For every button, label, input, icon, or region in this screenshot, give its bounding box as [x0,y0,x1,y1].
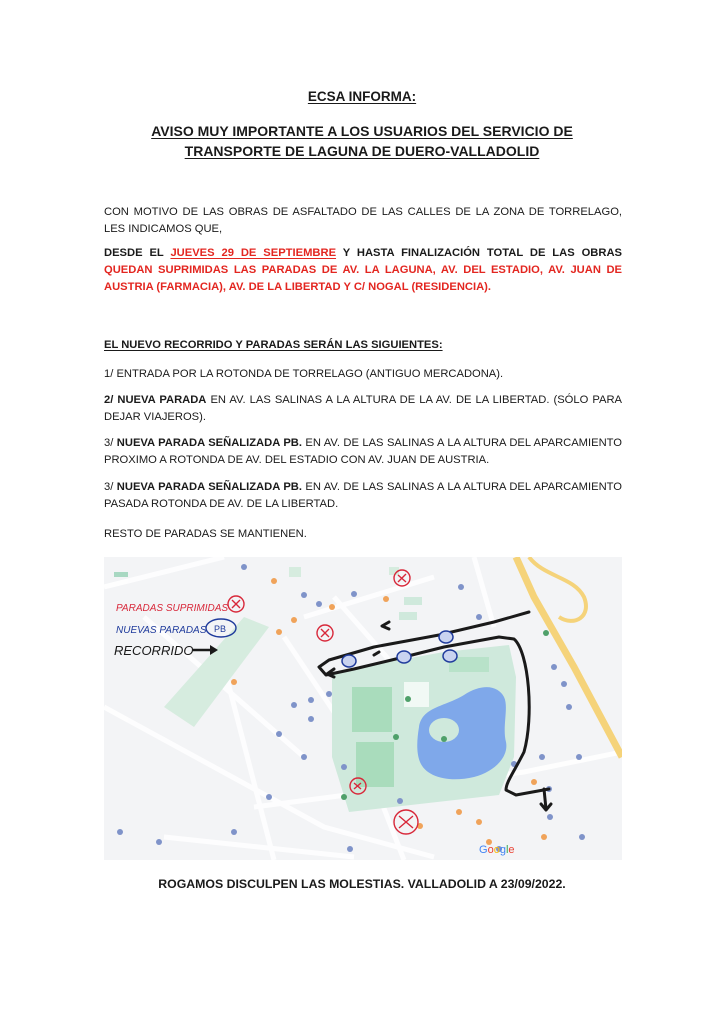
route-item-text: EN AV. DE LAS SALINAS A LA ALTURA DEL APARCAMIENTO PASADA ROTONDA DE AV. DE LA LIBERTAD. [104,481,622,510]
route-item-text: ENTRADA POR LA ROTONDA DE TORRELAGO (ANTIGUO MERCADONA). [113,368,504,380]
closing-note: RESTO DE PARADAS SE MANTIENEN. [104,528,307,540]
route-item-bold: NUEVA PARADA SEÑALIZADA PB. [113,481,302,493]
notice-middle: Y HASTA FINALIZACIÓN TOTAL DE LAS OBRAS [336,247,622,259]
route-item-4 [104,479,622,513]
route-item-bold: NUEVA PARADA SEÑALIZADA PB. [113,437,302,449]
page-subtitle [0,121,724,161]
route-item-num: 1/ [104,368,114,380]
page-title: ECSA INFORMA: [307,89,417,104]
route-item-3 [104,435,622,469]
subtitle-line-1: AVISO MUY IMPORTANTE A LOS USUARIOS DEL SERVICIO DE [151,123,573,139]
notice-paragraph [104,245,622,296]
route-item-1 [104,366,622,383]
notice-suppressed-stops: QUEDAN SUPRIMIDAS LAS PARADAS DE AV. LA LAGUNA, AV. DEL ESTADIO, AV. JUAN DE AUSTRIA (FARMACIA), AV. DE LA LIBERTAD Y C/ NOGAL (RESIDENCIA). [104,264,622,293]
route-item-text: EN AV. LAS SALINAS A LA ALTURA DE LA AV. DE LA LIBERTAD. (SÓLO PARA DEJAR VIAJEROS). [104,394,622,423]
intro-paragraph: CON MOTIVO DE LAS OBRAS DE ASFALTADO DE LAS CALLES DE LA ZONA DE TORRELAGO, LES INDICAMOS QUE, [104,206,622,235]
google-logo: Google [479,844,515,856]
route-item-2 [104,392,622,426]
route-item-num: 3/ [104,481,114,493]
legend-suppressed-label: PARADAS SUPRIMIDAS [116,603,229,614]
route-heading: EL NUEVO RECORRIDO Y PARADAS SERÁN LAS SIGUIENTES: [104,339,443,351]
route-item-num: 2/ [104,394,114,406]
map-graphic [104,557,622,860]
svg-text:RECORRIDO: RECORRIDO [114,643,194,658]
route-item-bold: NUEVA PARADA [113,394,207,406]
notice-date: JUEVES 29 DE SEPTIEMBRE [170,247,337,259]
svg-text:PB: PB [214,624,227,634]
subtitle-line-2: TRANSPORTE DE LAGUNA DE DUERO-VALLADOLID [184,143,540,159]
route-item-text: EN AV. DE LAS SALINAS A LA ALTURA DEL APARCAMIENTO PROXIMO A ROTONDA DE AV. DEL ESTADIO CON AV. JUAN DE AUSTRIA. [104,437,622,466]
route-map [104,557,622,860]
svg-text:NUEVAS PARADAS: NUEVAS PARADAS [116,625,207,636]
footer-text: ROGAMOS DISCULPEN LAS MOLESTIAS. VALLADOLID A 23/09/2022. [158,877,566,891]
notice-prefix: DESDE EL [104,247,171,259]
route-item-num: 3/ [104,437,114,449]
